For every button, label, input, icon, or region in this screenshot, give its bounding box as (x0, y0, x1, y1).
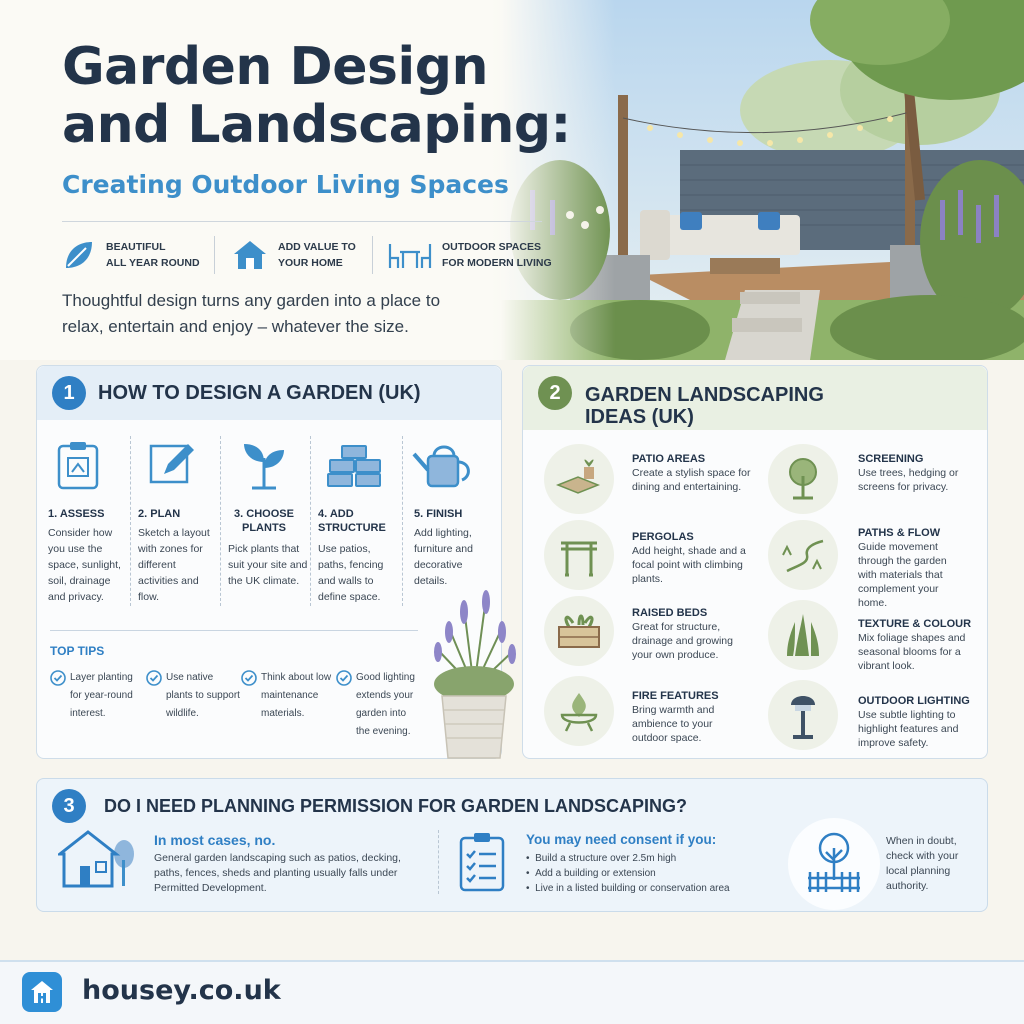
idea-desc-patio: Create a stylish space for dining and entertaining. (632, 467, 751, 493)
clipboard-icon (56, 440, 100, 495)
tip-text: Layer planting for year-round interest. (70, 672, 133, 719)
feature-divider (372, 236, 373, 274)
consent-item: • Live in a listed building or conservation area (526, 883, 730, 894)
section-2-title-line-2: IDEAS (UK) (585, 406, 694, 428)
patio-furniture-icon (388, 240, 432, 270)
page-subtitle: Creating Outdoor Living Spaces (62, 170, 509, 199)
idea-title-pergolas: PERGOLAS (632, 531, 694, 543)
feature-outdoor-spaces (388, 234, 558, 276)
consent-list (526, 851, 786, 896)
step-title-plan: 2. PLAN (138, 508, 181, 520)
title-line-2: and Landscaping: (62, 95, 571, 155)
brand-house-icon (29, 979, 55, 1005)
section-2-title (585, 384, 824, 428)
consent-item: • Add a building or extension (526, 868, 656, 879)
tip-text: Good lighting extends your garden into the evening. (356, 672, 415, 737)
house-icon (232, 238, 268, 272)
planning-lead: In most cases, no. (154, 832, 276, 848)
feature-year-round (62, 234, 212, 276)
fire-pit-icon (544, 676, 614, 746)
pergola-icon (544, 520, 614, 590)
section-1-title: HOW TO DESIGN A GARDEN (UK) (98, 382, 421, 404)
check-icon (146, 670, 162, 691)
step-desc-plan: Sketch a layout with zones for different activities and flow. (138, 527, 210, 603)
brand-logo[interactable] (22, 972, 62, 1012)
idea-desc-fire-features: Bring warmth and ambience to your outdoor space. (632, 704, 715, 744)
title-line-1: Garden Design (62, 37, 488, 97)
step-divider (402, 436, 403, 606)
raised-bed-icon (544, 596, 614, 666)
step-desc-add-structure: Use patios, paths, fencing and walls to define space. (318, 543, 384, 603)
top-tips-title: TOP TIPS (50, 644, 105, 658)
watering-can-icon (412, 440, 478, 495)
step-title-choose-plants: 3. CHOOSE PLANTS (234, 508, 294, 534)
step-desc-choose-plants: Pick plants that suit your site and the UK climate. (228, 543, 308, 587)
step-divider (130, 436, 131, 606)
garden-lamp-icon (768, 680, 838, 750)
tip-text: Think about low maintenance materials. (261, 672, 332, 719)
idea-title-patio: PATIO AREAS (632, 453, 706, 465)
step-title-add-structure: 4. ADD STRUCTURE (318, 508, 386, 534)
step-title-assess: 1. ASSESS (48, 508, 105, 520)
step-desc-assess: Consider how you use the space, sunlight, soil, drainage and privacy. (48, 527, 121, 603)
feature-divider (214, 236, 215, 274)
check-icon (336, 670, 352, 691)
section-3-badge: 3 (52, 789, 86, 823)
checklist-icon (458, 830, 506, 897)
check-icon (241, 670, 257, 691)
step-divider (220, 436, 221, 606)
house-tree-icon (58, 828, 138, 895)
intro-text: Thoughtful design turns any garden into a place to relax, entertain and enjoy – whatever the size. (62, 291, 441, 336)
idea-title-fire-features: FIRE FEATURES (632, 690, 719, 702)
lavender-pot-illustration (424, 588, 524, 771)
fence-tree-badge (788, 818, 880, 910)
feature-label-year-round: BEAUTIFUL ALL YEAR ROUND (106, 241, 200, 269)
fence-tree-icon (788, 818, 880, 910)
grass-icon (768, 600, 838, 670)
idea-desc-screening: Use trees, hedging or screens for privacy. (858, 467, 959, 493)
tip-text: Use native plants to support wildlife. (166, 672, 240, 719)
path-icon (768, 520, 838, 590)
pencil-plan-icon (148, 440, 196, 493)
idea-title-screening: SCREENING (858, 453, 924, 465)
idea-desc-paths-flow: Guide movement through the garden with materials that complement your home. (858, 541, 947, 609)
planning-text: General garden landscaping such as patios, decking, paths, fences, sheds and planting usually falls under Permitted Development. (154, 852, 401, 894)
section-3-title: DO I NEED PLANNING PERMISSION FOR GARDEN LANDSCAPING? (104, 796, 688, 816)
section-2-title-line-1: GARDEN LANDSCAPING (585, 384, 824, 406)
idea-desc-outdoor-lighting: Use subtle lighting to highlight features and improve safety. (858, 709, 959, 749)
planning-divider (438, 830, 439, 894)
idea-title-outdoor-lighting: OUTDOOR LIGHTING (858, 695, 970, 707)
idea-desc-raised-beds: Great for structure, drainage and growing your own produce. (632, 621, 733, 661)
step-divider (310, 436, 311, 606)
idea-title-paths-flow: PATHS & FLOW (858, 527, 941, 539)
step-title-finish: 5. FINISH (414, 508, 463, 520)
section-1-badge: 1 (52, 376, 86, 410)
consent-title: You may need consent if you: (526, 832, 717, 847)
idea-desc-texture-colour: Mix foliage shapes and seasonal blooms for a vibrant look. (858, 632, 966, 672)
check-icon (50, 670, 66, 691)
page-title (62, 38, 582, 154)
brand-name[interactable]: housey.co.uk (82, 975, 281, 1006)
idea-desc-pergolas: Add height, shade and a focal point with climbing plants. (632, 545, 746, 585)
section-2-badge: 2 (538, 376, 572, 410)
step-desc-finish: Add lighting, furniture and decorative details. (414, 527, 473, 587)
feature-add-value (232, 234, 372, 276)
consent-item: • Build a structure over 2.5m high (526, 853, 677, 864)
seedling-icon (240, 438, 288, 495)
feature-label-add-value: ADD VALUE TO YOUR HOME (278, 241, 356, 269)
hero-divider (62, 221, 542, 222)
leaf-icon (62, 238, 96, 272)
patio-icon (544, 444, 614, 514)
bricks-icon (326, 444, 384, 493)
feature-label-outdoor-spaces: OUTDOOR SPACES FOR MODERN LIVING (442, 241, 552, 269)
tips-divider (50, 630, 418, 631)
idea-title-raised-beds: RAISED BEDS (632, 607, 708, 619)
idea-title-texture-colour: TEXTURE & COLOUR (858, 618, 972, 630)
planning-note: When in doubt, check with your local planning authority. (886, 835, 959, 892)
tree-icon (768, 444, 838, 514)
